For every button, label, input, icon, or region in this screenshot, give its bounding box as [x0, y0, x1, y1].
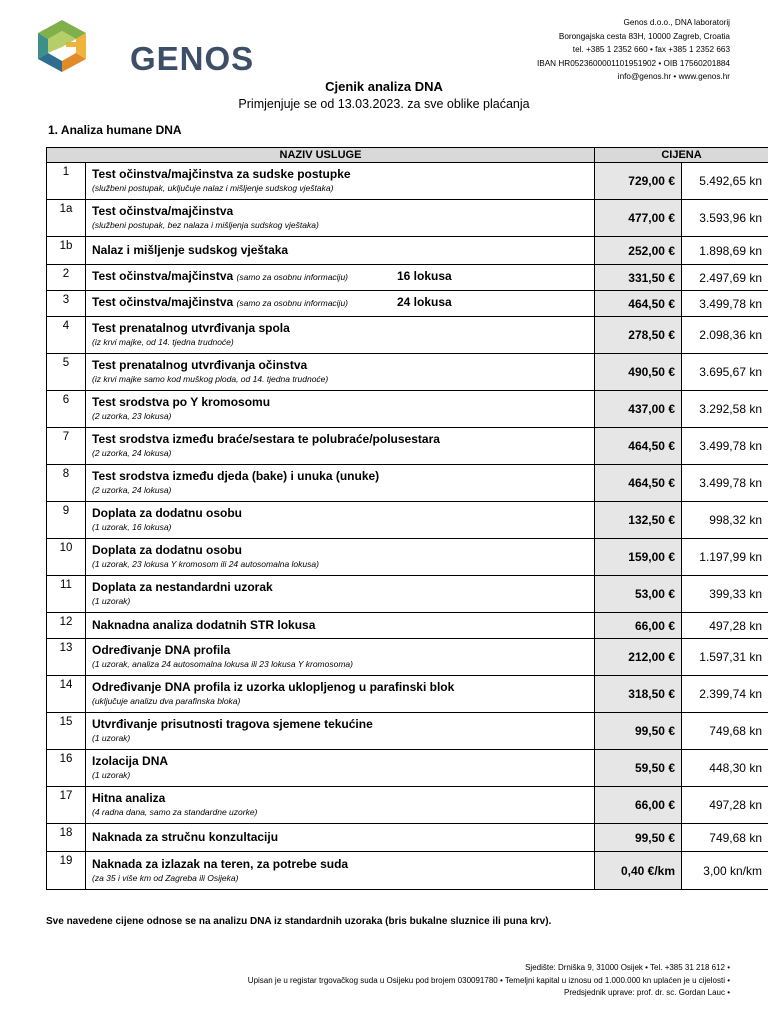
company-line: Borongajska cesta 83H, 10000 Zagreb, Croatia	[558, 31, 730, 41]
service-title: Doplata za dodatnu osobu	[92, 543, 242, 557]
table-row	[47, 539, 768, 576]
row-number: 7	[47, 428, 86, 465]
header-price: CIJENA	[595, 148, 768, 163]
page-title: Cjenik analiza DNA	[325, 79, 443, 94]
service-title	[92, 269, 589, 285]
price-eur: 252,00 €	[595, 237, 682, 265]
row-description	[86, 354, 595, 391]
logo-wordmark: GENOS	[130, 40, 255, 77]
service-subtitle: (službeni postupak, uključuje nalaz i mišljenje sudskog vještaka)	[92, 183, 334, 193]
service-title: Test srodstva po Y kromosomu	[92, 395, 271, 409]
row-description	[86, 824, 595, 852]
service-subtitle: (iz krvi majke, od 14. tjedna trudnoće)	[92, 337, 234, 347]
row-number: 18	[47, 824, 86, 852]
service-subtitle: (uključuje analizu dva parafinska bloka)	[92, 696, 241, 706]
table-row	[47, 576, 768, 613]
price-kn: 749,68 kn	[682, 824, 768, 852]
price-kn: 2.497,69 kn	[682, 265, 768, 291]
price-eur: 490,50 €	[595, 354, 682, 391]
row-description	[86, 391, 595, 428]
row-description	[86, 576, 595, 613]
price-kn: 3.593,96 kn	[682, 200, 768, 237]
row-description	[86, 163, 595, 200]
service-title: Test prenatalnog utvrđivanja očinstva	[92, 358, 308, 372]
row-description	[86, 465, 595, 502]
price-eur: 464,50 €	[595, 428, 682, 465]
page-subtitle: Primjenjuje se od 13.03.2023. za sve oblike plaćanja	[238, 97, 530, 111]
price-kn: 3.695,67 kn	[682, 354, 768, 391]
service-subtitle: (1 uzorak)	[92, 733, 131, 743]
table-row	[47, 787, 768, 824]
table-header-row	[47, 148, 768, 163]
price-eur: 99,50 €	[595, 713, 682, 750]
price-kn: 749,68 kn	[682, 713, 768, 750]
price-eur: 132,50 €	[595, 502, 682, 539]
row-number: 6	[47, 391, 86, 428]
price-eur: 99,50 €	[595, 824, 682, 852]
row-number: 11	[47, 576, 86, 613]
price-kn: 3.499,78 kn	[682, 291, 768, 317]
row-description	[86, 539, 595, 576]
table-row	[47, 465, 768, 502]
company-line: Genos d.o.o., DNA laboratorij	[623, 18, 730, 27]
service-inline-note: (samo za osobnu informaciju)	[236, 272, 349, 282]
table-row	[47, 391, 768, 428]
service-title	[92, 295, 589, 311]
loci-count: 16 lokusa	[397, 269, 452, 283]
price-kn: 3.292,58 kn	[682, 391, 768, 428]
price-kn: 3.499,78 kn	[682, 428, 768, 465]
price-eur: 0,40 €/km	[595, 852, 682, 890]
row-number: 19	[47, 852, 86, 890]
price-eur: 53,00 €	[595, 576, 682, 613]
footer-line: Predsjednik uprave: prof. dr. sc. Gordan Lauc •	[564, 988, 730, 997]
price-table	[46, 147, 768, 890]
row-number: 9	[47, 502, 86, 539]
table-row	[47, 852, 768, 890]
row-description	[86, 852, 595, 890]
table-row	[47, 613, 768, 639]
price-kn: 1.898,69 kn	[682, 237, 768, 265]
service-subtitle: (2 uzorka, 23 lokusa)	[92, 411, 172, 421]
row-description	[86, 787, 595, 824]
price-eur: 464,50 €	[595, 291, 682, 317]
price-kn: 998,32 kn	[682, 502, 768, 539]
price-kn: 2.399,74 kn	[682, 676, 768, 713]
service-title: Određivanje DNA profila	[92, 643, 231, 657]
service-title: Doplata za nestandardni uzorak	[92, 580, 273, 594]
service-subtitle: (1 uzorak, analiza 24 autosomalna lokusa ili 23 lokusa Y kromosoma)	[92, 659, 353, 669]
service-title-text: Test očinstva/majčinstva	[92, 269, 234, 283]
price-kn: 448,30 kn	[682, 750, 768, 787]
service-title: Test očinstva/majčinstva	[92, 204, 234, 218]
service-title: Utvrđivanje prisutnosti tragova sjemene tekućine	[92, 717, 373, 731]
footer	[248, 962, 730, 1000]
row-number: 15	[47, 713, 86, 750]
row-number: 2	[47, 265, 86, 291]
row-number: 13	[47, 639, 86, 676]
price-kn: 5.492,65 kn	[682, 163, 768, 200]
table-row	[47, 428, 768, 465]
table-row	[47, 676, 768, 713]
price-eur: 318,50 €	[595, 676, 682, 713]
genos-logo-icon	[34, 18, 90, 74]
company-line[interactable]: info@genos.hr • www.genos.hr	[617, 72, 730, 82]
loci-count: 24 lokusa	[397, 295, 452, 309]
service-title: Nalaz i mišljenje sudskog vještaka	[92, 242, 289, 257]
table-body	[47, 163, 768, 890]
service-title: Hitna analiza	[92, 791, 166, 805]
row-number: 1	[47, 163, 86, 200]
footer-line: Sjedište: Drniška 9, 31000 Osijek • Tel. +385 31 218 612 •	[525, 963, 730, 972]
row-number: 5	[47, 354, 86, 391]
row-number: 3	[47, 291, 86, 317]
row-description	[86, 200, 595, 237]
price-kn: 1.597,31 kn	[682, 639, 768, 676]
row-description	[86, 676, 595, 713]
row-number: 4	[47, 317, 86, 354]
service-subtitle: (1 uzorak)	[92, 770, 131, 780]
row-description	[86, 291, 595, 317]
service-title: Test srodstva između djeda (bake) i unuka (unuke)	[92, 469, 380, 483]
row-description	[86, 639, 595, 676]
service-title: Naknada za izlazak na teren, za potrebe suda	[92, 856, 349, 871]
price-kn: 497,28 kn	[682, 613, 768, 639]
price-eur: 464,50 €	[595, 465, 682, 502]
price-eur: 331,50 €	[595, 265, 682, 291]
service-subtitle: (2 uzorka, 24 lokusa)	[92, 485, 172, 495]
row-number: 1a	[47, 200, 86, 237]
price-eur: 477,00 €	[595, 200, 682, 237]
service-subtitle: (1 uzorak)	[92, 596, 131, 606]
row-description	[86, 502, 595, 539]
table-row	[47, 502, 768, 539]
price-kn: 497,28 kn	[682, 787, 768, 824]
table-row	[47, 713, 768, 750]
price-note: Sve navedene cijene odnose se na analizu DNA iz standardnih uzoraka (bris bukalne sluznice ili puna krv).	[46, 916, 552, 927]
table-row	[47, 163, 768, 200]
price-eur: 212,00 €	[595, 639, 682, 676]
price-kn: 2.098,36 kn	[682, 317, 768, 354]
header-service: NAZIV USLUGE	[47, 148, 595, 163]
row-description	[86, 237, 595, 265]
company-line: tel. +385 1 2352 660 • fax +385 1 2352 663	[572, 45, 730, 55]
row-description	[86, 317, 595, 354]
row-description	[86, 713, 595, 750]
table-row	[47, 237, 768, 265]
table-row	[47, 750, 768, 787]
row-description	[86, 265, 595, 291]
service-title: Određivanje DNA profila iz uzorka uklopljenog u parafinski blok	[92, 680, 455, 694]
service-subtitle: (službeni postupak, bez nalaza i mišljenja sudskog vještaka)	[92, 220, 319, 230]
row-number: 8	[47, 465, 86, 502]
company-info	[537, 16, 730, 84]
table-row	[47, 354, 768, 391]
service-title: Test očinstva/majčinstva za sudske postupke	[92, 167, 351, 181]
price-eur: 437,00 €	[595, 391, 682, 428]
service-title: Test prenatalnog utvrđivanja spola	[92, 321, 290, 335]
price-kn: 1.197,99 kn	[682, 539, 768, 576]
row-description	[86, 428, 595, 465]
row-number: 16	[47, 750, 86, 787]
price-kn: 399,33 kn	[682, 576, 768, 613]
service-subtitle: (4 radna dana, samo za standardne uzorke)	[92, 807, 258, 817]
table-row	[47, 291, 768, 317]
price-eur: 278,50 €	[595, 317, 682, 354]
service-subtitle: (1 uzorak, 23 lokusa Y kromosom ili 24 autosomalna lokusa)	[92, 559, 319, 569]
price-eur: 66,00 €	[595, 613, 682, 639]
service-title: Izolacija DNA	[92, 754, 169, 768]
table-row	[47, 639, 768, 676]
table-row	[47, 200, 768, 237]
service-subtitle: (1 uzorak, 16 lokusa)	[92, 522, 172, 532]
row-number: 12	[47, 613, 86, 639]
service-subtitle: (za 35 i više km od Zagreba ili Osijeka)	[92, 872, 239, 883]
row-number: 17	[47, 787, 86, 824]
company-line: IBAN HR0523600001101951902 • OIB 17560201884	[536, 58, 730, 68]
price-eur: 159,00 €	[595, 539, 682, 576]
table-row	[47, 824, 768, 852]
section-heading: 1. Analiza humane DNA	[48, 123, 182, 137]
service-subtitle: (iz krvi majke samo kod muškog ploda, od 14. tjedna trudnoće)	[92, 374, 329, 384]
service-title: Doplata za dodatnu osobu	[92, 506, 242, 520]
table-row	[47, 265, 768, 291]
footer-line: Upisan je u registar trgovačkog suda u Osijeku pod brojem 030091780 • Temeljni kapital u iznosu od 1.000.000 kn uplaćen je u cijelosti •	[247, 975, 730, 985]
service-title-text: Test očinstva/majčinstva	[92, 295, 234, 309]
row-number: 1b	[47, 237, 86, 265]
service-subtitle: (2 uzorka, 24 lokusa)	[92, 448, 172, 458]
price-kn: 3,00 kn/km	[682, 852, 768, 890]
service-title: Test srodstva između braće/sestara te polubraće/polusestara	[92, 432, 440, 446]
service-inline-note: (samo za osobnu informaciju)	[236, 298, 349, 308]
price-eur: 59,50 €	[595, 750, 682, 787]
row-number: 10	[47, 539, 86, 576]
price-kn: 3.499,78 kn	[682, 465, 768, 502]
row-description	[86, 613, 595, 639]
service-title: Naknada za stručnu konzultaciju	[92, 829, 279, 844]
price-eur: 66,00 €	[595, 787, 682, 824]
service-title: Naknadna analiza dodatnih STR lokusa	[92, 617, 316, 632]
table-row	[47, 317, 768, 354]
price-eur: 729,00 €	[595, 163, 682, 200]
row-description	[86, 750, 595, 787]
genos-logo	[34, 18, 255, 77]
row-number: 14	[47, 676, 86, 713]
